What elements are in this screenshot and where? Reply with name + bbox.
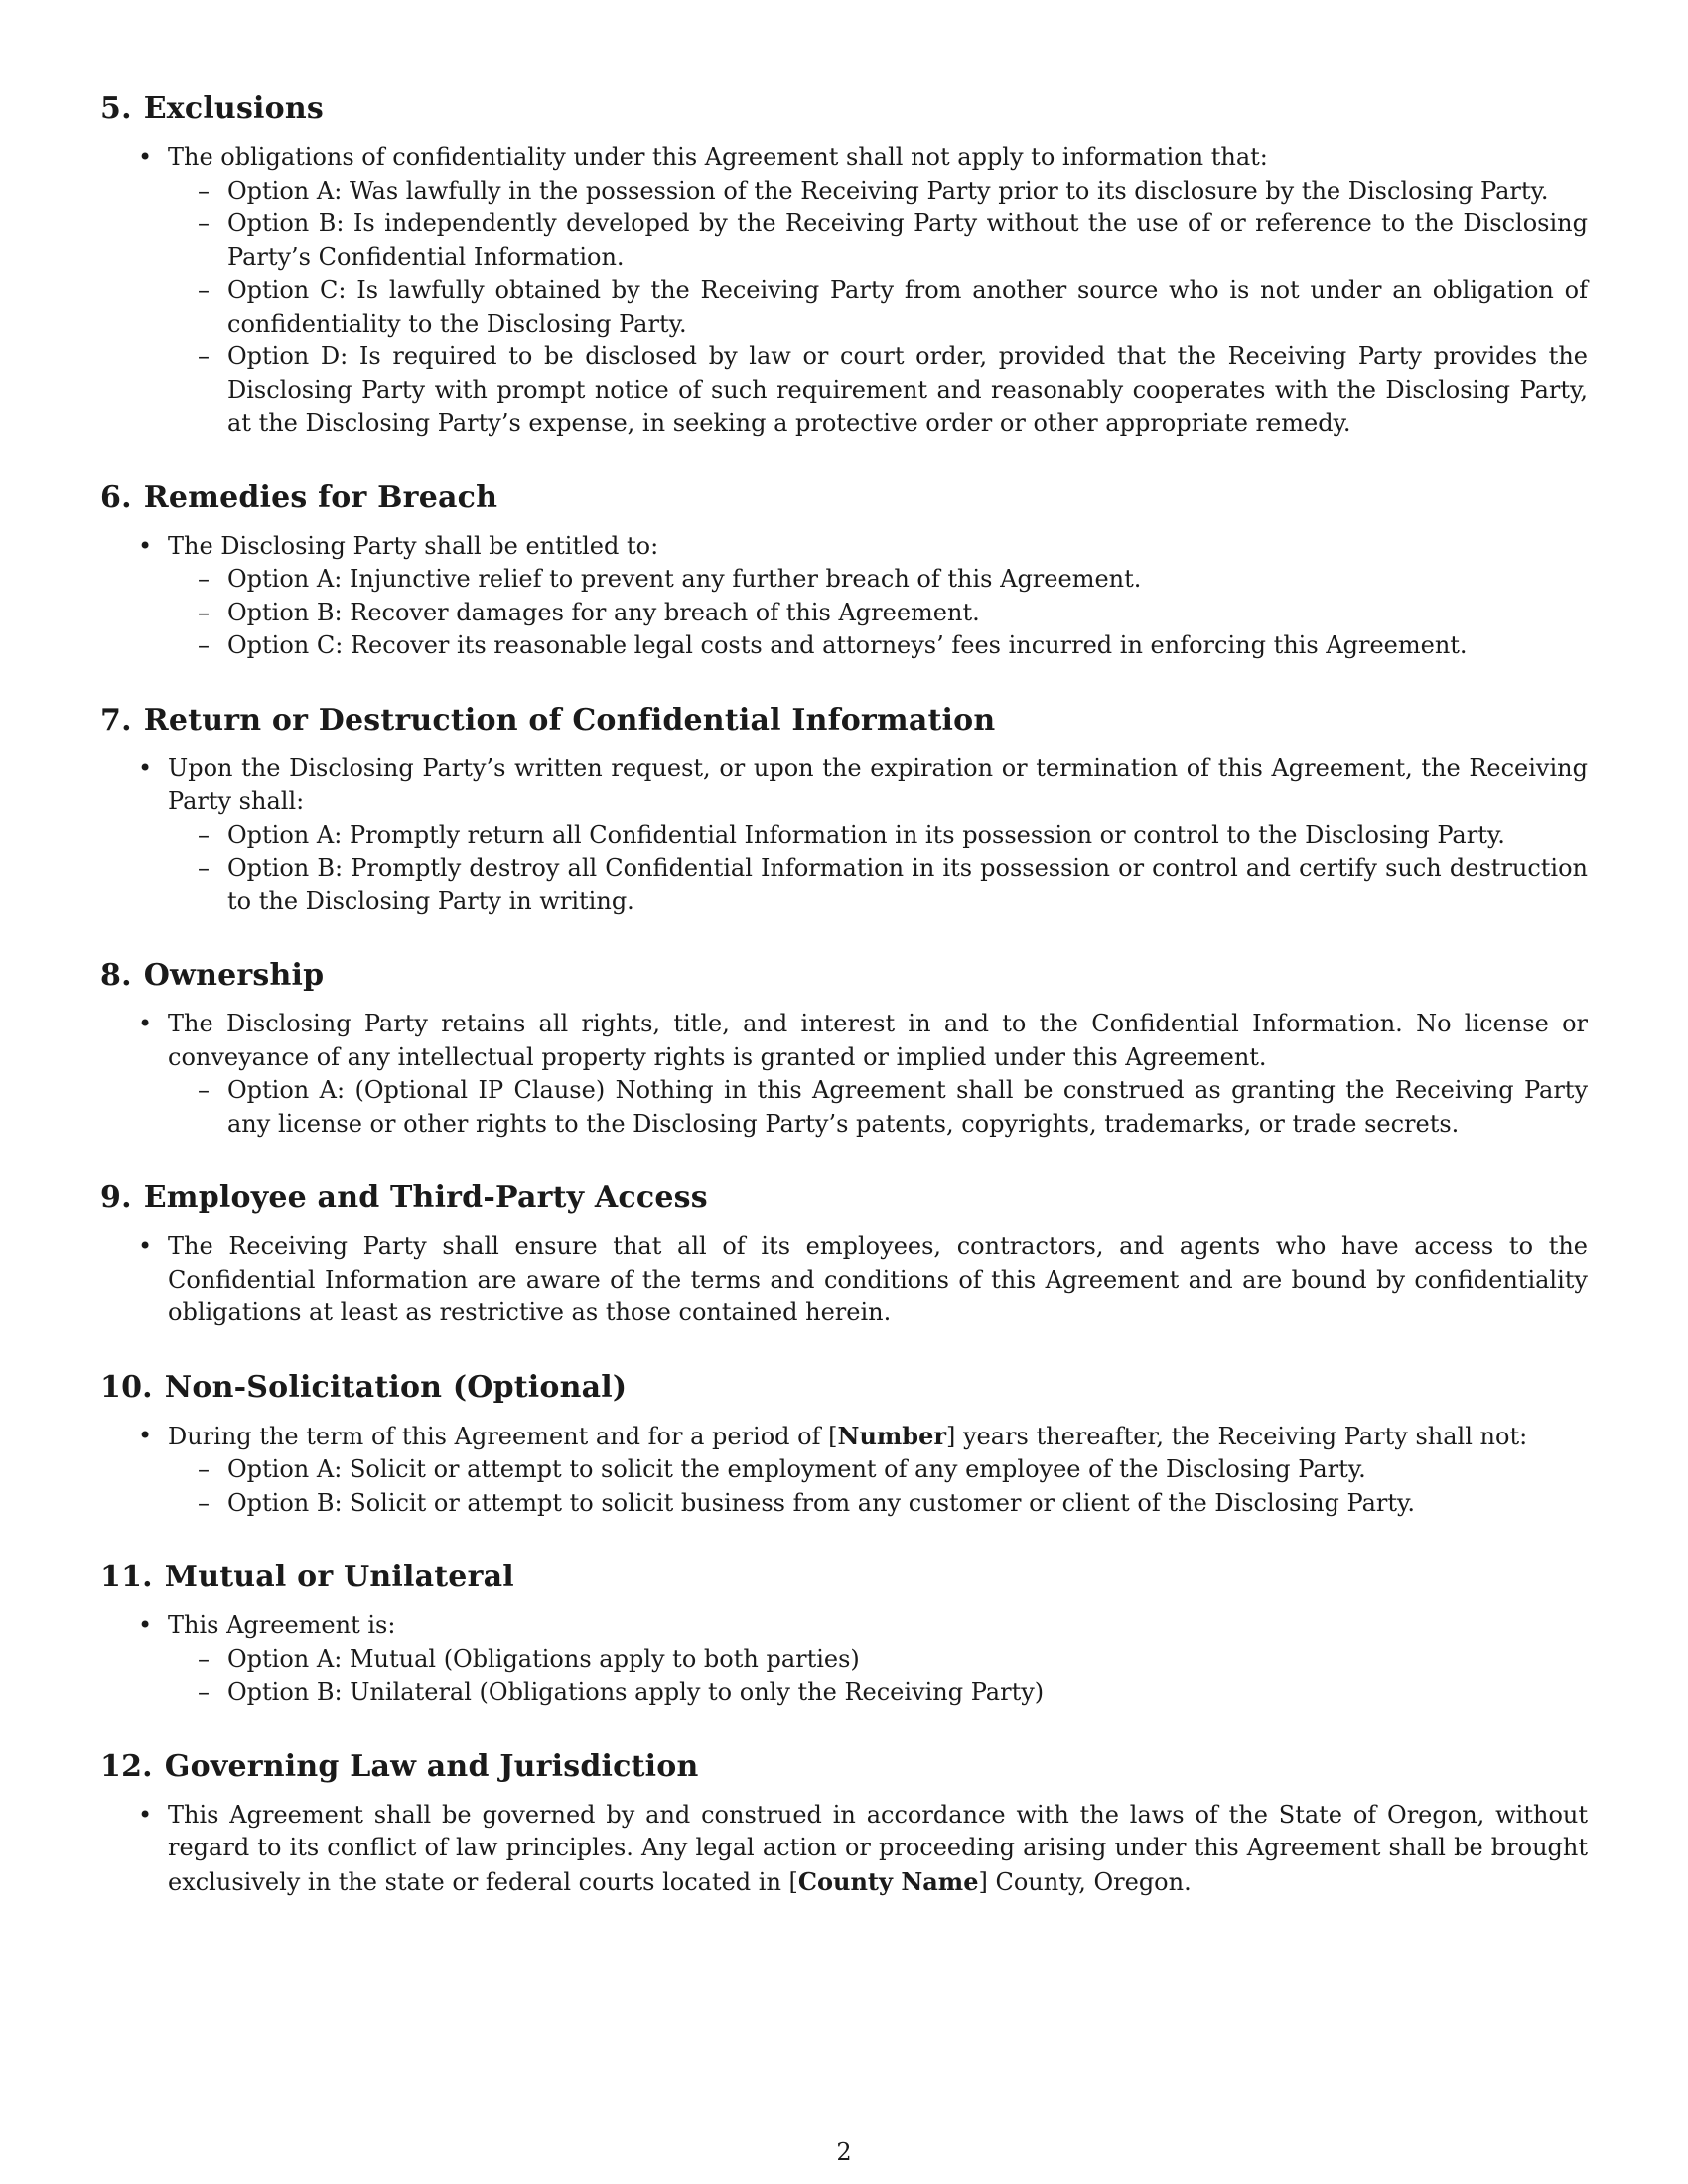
section-heading [100, 91, 1588, 127]
section-number: 9. [100, 1180, 132, 1215]
section-title: Governing Law and Jurisdiction [164, 1748, 699, 1784]
option-item [100, 175, 1588, 208]
section-number: 6. [100, 479, 132, 515]
dash-icon: – [198, 342, 210, 370]
bullet-icon: • [138, 1010, 153, 1037]
dash-icon: – [198, 176, 210, 205]
option-text: Option A: Promptly return all Confidential Information in its possession or control to the Disclosing Party. [227, 820, 1505, 849]
option-list [100, 1074, 1588, 1141]
option-text: Option D: Is required to be disclosed by law or court order, provided that the Receiving Party provides the Disclosing Party with prompt notice of such requirement and reasonably cooperates with the Disclosing Party, at the Disclosing Party’s expense, in seeking a protective order or other appropriate remedy. [227, 342, 1588, 437]
bullet-text: The obligations of confidentiality under this Agreement shall not apply to information that: [168, 143, 1268, 171]
option-item [100, 1487, 1588, 1521]
option-item [100, 852, 1588, 918]
dash-icon: – [198, 1488, 210, 1517]
section-title: Remedies for Breach [143, 479, 498, 515]
dash-icon: – [198, 854, 210, 882]
section-heading [100, 1560, 1588, 1595]
bullet-item [100, 752, 1588, 819]
option-item [100, 1676, 1588, 1709]
document-page [100, 91, 1588, 1939]
option-item [100, 274, 1588, 341]
option-list [100, 563, 1588, 663]
dash-icon: – [198, 820, 210, 849]
bullet-icon: • [138, 1421, 153, 1449]
bullet-text-before: During the term of this Agreement and for a period of [ [168, 1422, 838, 1450]
bullet-icon: • [138, 1611, 153, 1639]
bullet-icon: • [138, 1232, 153, 1260]
option-text: Option B: Is independently developed by the Receiving Party without the use of or reference to the Disclosing Party’s Confidential Information. [227, 209, 1588, 271]
dash-icon: – [198, 1076, 210, 1104]
bullet-item [100, 1420, 1588, 1454]
section-number: 11. [100, 1560, 153, 1594]
option-item [100, 1643, 1588, 1677]
bullet-item [100, 1799, 1588, 1900]
section-governing-law [100, 1749, 1588, 1900]
section-remedies-for-breach [100, 480, 1588, 663]
section-heading [100, 1180, 1588, 1216]
bullet-item [100, 141, 1588, 175]
option-item [100, 207, 1588, 274]
bullet-text: This Agreement is: [168, 1611, 396, 1639]
bullet-text: The Receiving Party shall ensure that all of its employees, contractors, and agents who have access to the Confidential Information are aware of the terms and conditions of this Agreement and are bound by confidentiality obligations at least as restrictive as those contained herein. [168, 1232, 1588, 1326]
dash-icon: – [198, 631, 210, 659]
bullet-text: The Disclosing Party shall be entitled to: [168, 531, 659, 560]
dash-icon: – [198, 276, 210, 304]
section-exclusions [100, 91, 1588, 441]
dash-icon: – [198, 1644, 210, 1673]
bullet-item [100, 1230, 1588, 1330]
option-text: Option A: Mutual (Obligations apply to both parties) [227, 1644, 860, 1673]
option-text: Option A: Was lawfully in the possession of the Receiving Party prior to its disclosure by the Disclosing Party. [227, 176, 1549, 205]
option-text: Option B: Recover damages for any breach of this Agreement. [227, 598, 980, 626]
option-item [100, 563, 1588, 597]
bullet-icon: • [138, 531, 153, 560]
section-title: Return or Destruction of Confidential Information [143, 702, 996, 738]
section-number: 5. [100, 91, 132, 126]
option-text: Option B: Solicit or attempt to solicit business from any customer or client of the Disclosing Party. [227, 1488, 1416, 1517]
dash-icon: – [198, 209, 210, 237]
section-heading [100, 703, 1588, 739]
option-text: Option A: Solicit or attempt to solicit the employment of any employee of the Disclosing Party. [227, 1455, 1366, 1483]
section-ownership [100, 958, 1588, 1141]
bullet-item [100, 530, 1588, 564]
option-text: Option B: Unilateral (Obligations apply to only the Receiving Party) [227, 1678, 1045, 1706]
bullet-item [100, 1008, 1588, 1074]
bullet-icon: • [138, 753, 153, 782]
option-item [100, 629, 1588, 663]
option-text: Option A: (Optional IP Clause) Nothing in this Agreement shall be construed as granting the Receiving Party any license or other rights to the Disclosing Party’s patents, copyrights, trademarks, or trade secrets. [227, 1076, 1588, 1138]
section-heading [100, 1370, 1588, 1406]
bullet-text-after: ] County, Oregon. [978, 1867, 1192, 1896]
section-title: Exclusions [143, 91, 324, 126]
section-number: 10. [100, 1369, 153, 1405]
option-text: Option B: Promptly destroy all Confidential Information in its possession or control and certify such destruction to the Disclosing Party in writing. [227, 854, 1588, 915]
page-number: 2 [836, 2138, 852, 2166]
option-list [100, 1643, 1588, 1709]
section-employee-third-party-access [100, 1180, 1588, 1330]
placeholder-number: Number [837, 1421, 946, 1450]
section-title: Ownership [143, 958, 325, 993]
section-non-solicitation [100, 1370, 1588, 1521]
bullet-icon: • [138, 143, 153, 171]
section-number: 8. [100, 958, 132, 993]
option-item [100, 341, 1588, 441]
option-item [100, 819, 1588, 853]
dash-icon: – [198, 1455, 210, 1483]
section-heading [100, 480, 1588, 516]
option-text: Option A: Injunctive relief to prevent any further breach of this Agreement. [227, 565, 1142, 593]
option-text: Option C: Recover its reasonable legal costs and attorneys’ fees incurred in enforcing this Agreement. [227, 631, 1468, 659]
option-item [100, 1453, 1588, 1487]
dash-icon: – [198, 598, 210, 626]
section-heading [100, 958, 1588, 994]
dash-icon: – [198, 565, 210, 593]
section-return-or-destruction [100, 703, 1588, 919]
bullet-item [100, 1609, 1588, 1643]
section-number: 7. [100, 702, 132, 738]
placeholder-county-name: County Name [797, 1866, 979, 1896]
bullet-text-after: ] years thereafter, the Receiving Party shall not: [945, 1422, 1528, 1450]
section-mutual-or-unilateral [100, 1560, 1588, 1709]
option-list [100, 819, 1588, 919]
option-text: Option C: Is lawfully obtained by the Receiving Party from another source who is not under an obligation of confidentiality to the Disclosing Party. [227, 276, 1588, 338]
option-item [100, 597, 1588, 630]
option-list [100, 1453, 1588, 1520]
bullet-text: The Disclosing Party retains all rights, title, and interest in and to the Confidential Information. No license or conveyance of any intellectual property rights is granted or implied under this Agreement. [168, 1010, 1588, 1071]
section-number: 12. [100, 1748, 153, 1784]
bullet-text: Upon the Disclosing Party’s written request, or upon the expiration or termination of this Agreement, the Receiving Party shall: [168, 753, 1588, 815]
dash-icon: – [198, 1678, 210, 1706]
option-item [100, 1074, 1588, 1141]
section-title: Non-Solicitation (Optional) [164, 1369, 628, 1405]
section-title: Employee and Third-Party Access [143, 1180, 708, 1215]
option-list [100, 175, 1588, 441]
section-heading [100, 1749, 1588, 1785]
bullet-text-before: This Agreement shall be governed by and construed in accordance with the laws of the State of Oregon, without regard to its conflict of law principles. Any legal action or proceeding arising under this Agreement shall be brought exclusively in the state or federal courts located in [ [168, 1800, 1588, 1896]
section-title: Mutual or Unilateral [164, 1560, 514, 1594]
bullet-icon: • [138, 1800, 153, 1829]
